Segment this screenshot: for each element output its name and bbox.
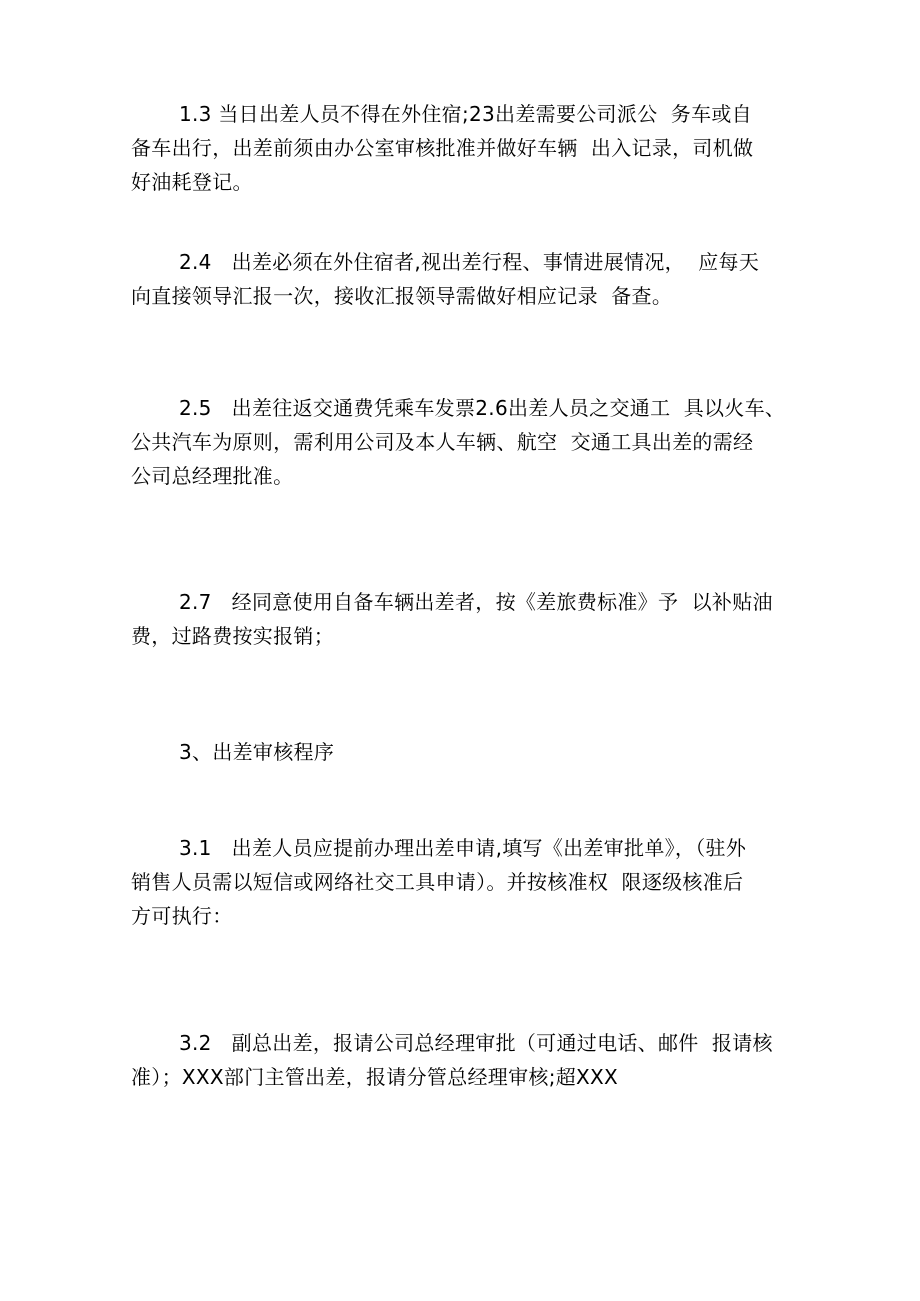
paragraph-line: 好油耗登记。: [131, 170, 253, 194]
paragraph-line: 备车出行，出差前须由办公室审核批准并做好车辆 出入记录，司机做: [131, 136, 754, 160]
paragraph-line: 2.4 出差必须在外住宿者,视出差行程、事情进展情况， 应每天: [179, 250, 760, 274]
paragraph-2-4: [131, 245, 811, 313]
paragraph-line: 3.2 副总出差，报请公司总经理审批（可通过电话、邮件 报请核: [179, 1031, 773, 1055]
paragraph-line: 向直接领导汇报一次，接收汇报领导需做好相应记录 备查。: [131, 284, 673, 308]
paragraph-3-2: [131, 1026, 811, 1094]
paragraph-line: 公司总经理批准。: [131, 464, 294, 488]
paragraph-line: 2.7 经同意使用自备车辆出差者，按《差旅费标准》予 以补贴油: [179, 590, 773, 614]
paragraph-2-7: [131, 585, 811, 653]
paragraph-line: 3.1 出差人员应提前办理出差申请,填写《出差审批单》，（驻外: [179, 836, 747, 860]
paragraph-2-5: [131, 391, 811, 493]
paragraph-line: 公共汽车为原则，需利用公司及本人车辆、航空 交通工具出差的需经: [131, 430, 754, 454]
paragraph-line: 准）；XXX部门主管出差，报请分管总经理审核;超XXX: [131, 1065, 619, 1089]
paragraph-line: 费，过路费按实报销；: [131, 624, 334, 648]
section-heading-3: [131, 735, 811, 769]
section-heading-text: 3、出差审核程序: [179, 740, 335, 764]
paragraph-1-3: [131, 97, 811, 199]
paragraph-line: 1.3 当日出差人员不得在外住宿;23出差需要公司派公 务车或自: [179, 102, 752, 126]
paragraph-line: 方可执行：: [131, 904, 233, 928]
paragraph-line: 销售人员需以短信或网络社交工具申请）。并按核准权 限逐级核准后: [131, 870, 744, 894]
paragraph-3-1: [131, 831, 811, 933]
paragraph-line: 2.5 出差往返交通费凭乘车发票2.6出差人员之交通工 具以火车、: [179, 396, 786, 420]
